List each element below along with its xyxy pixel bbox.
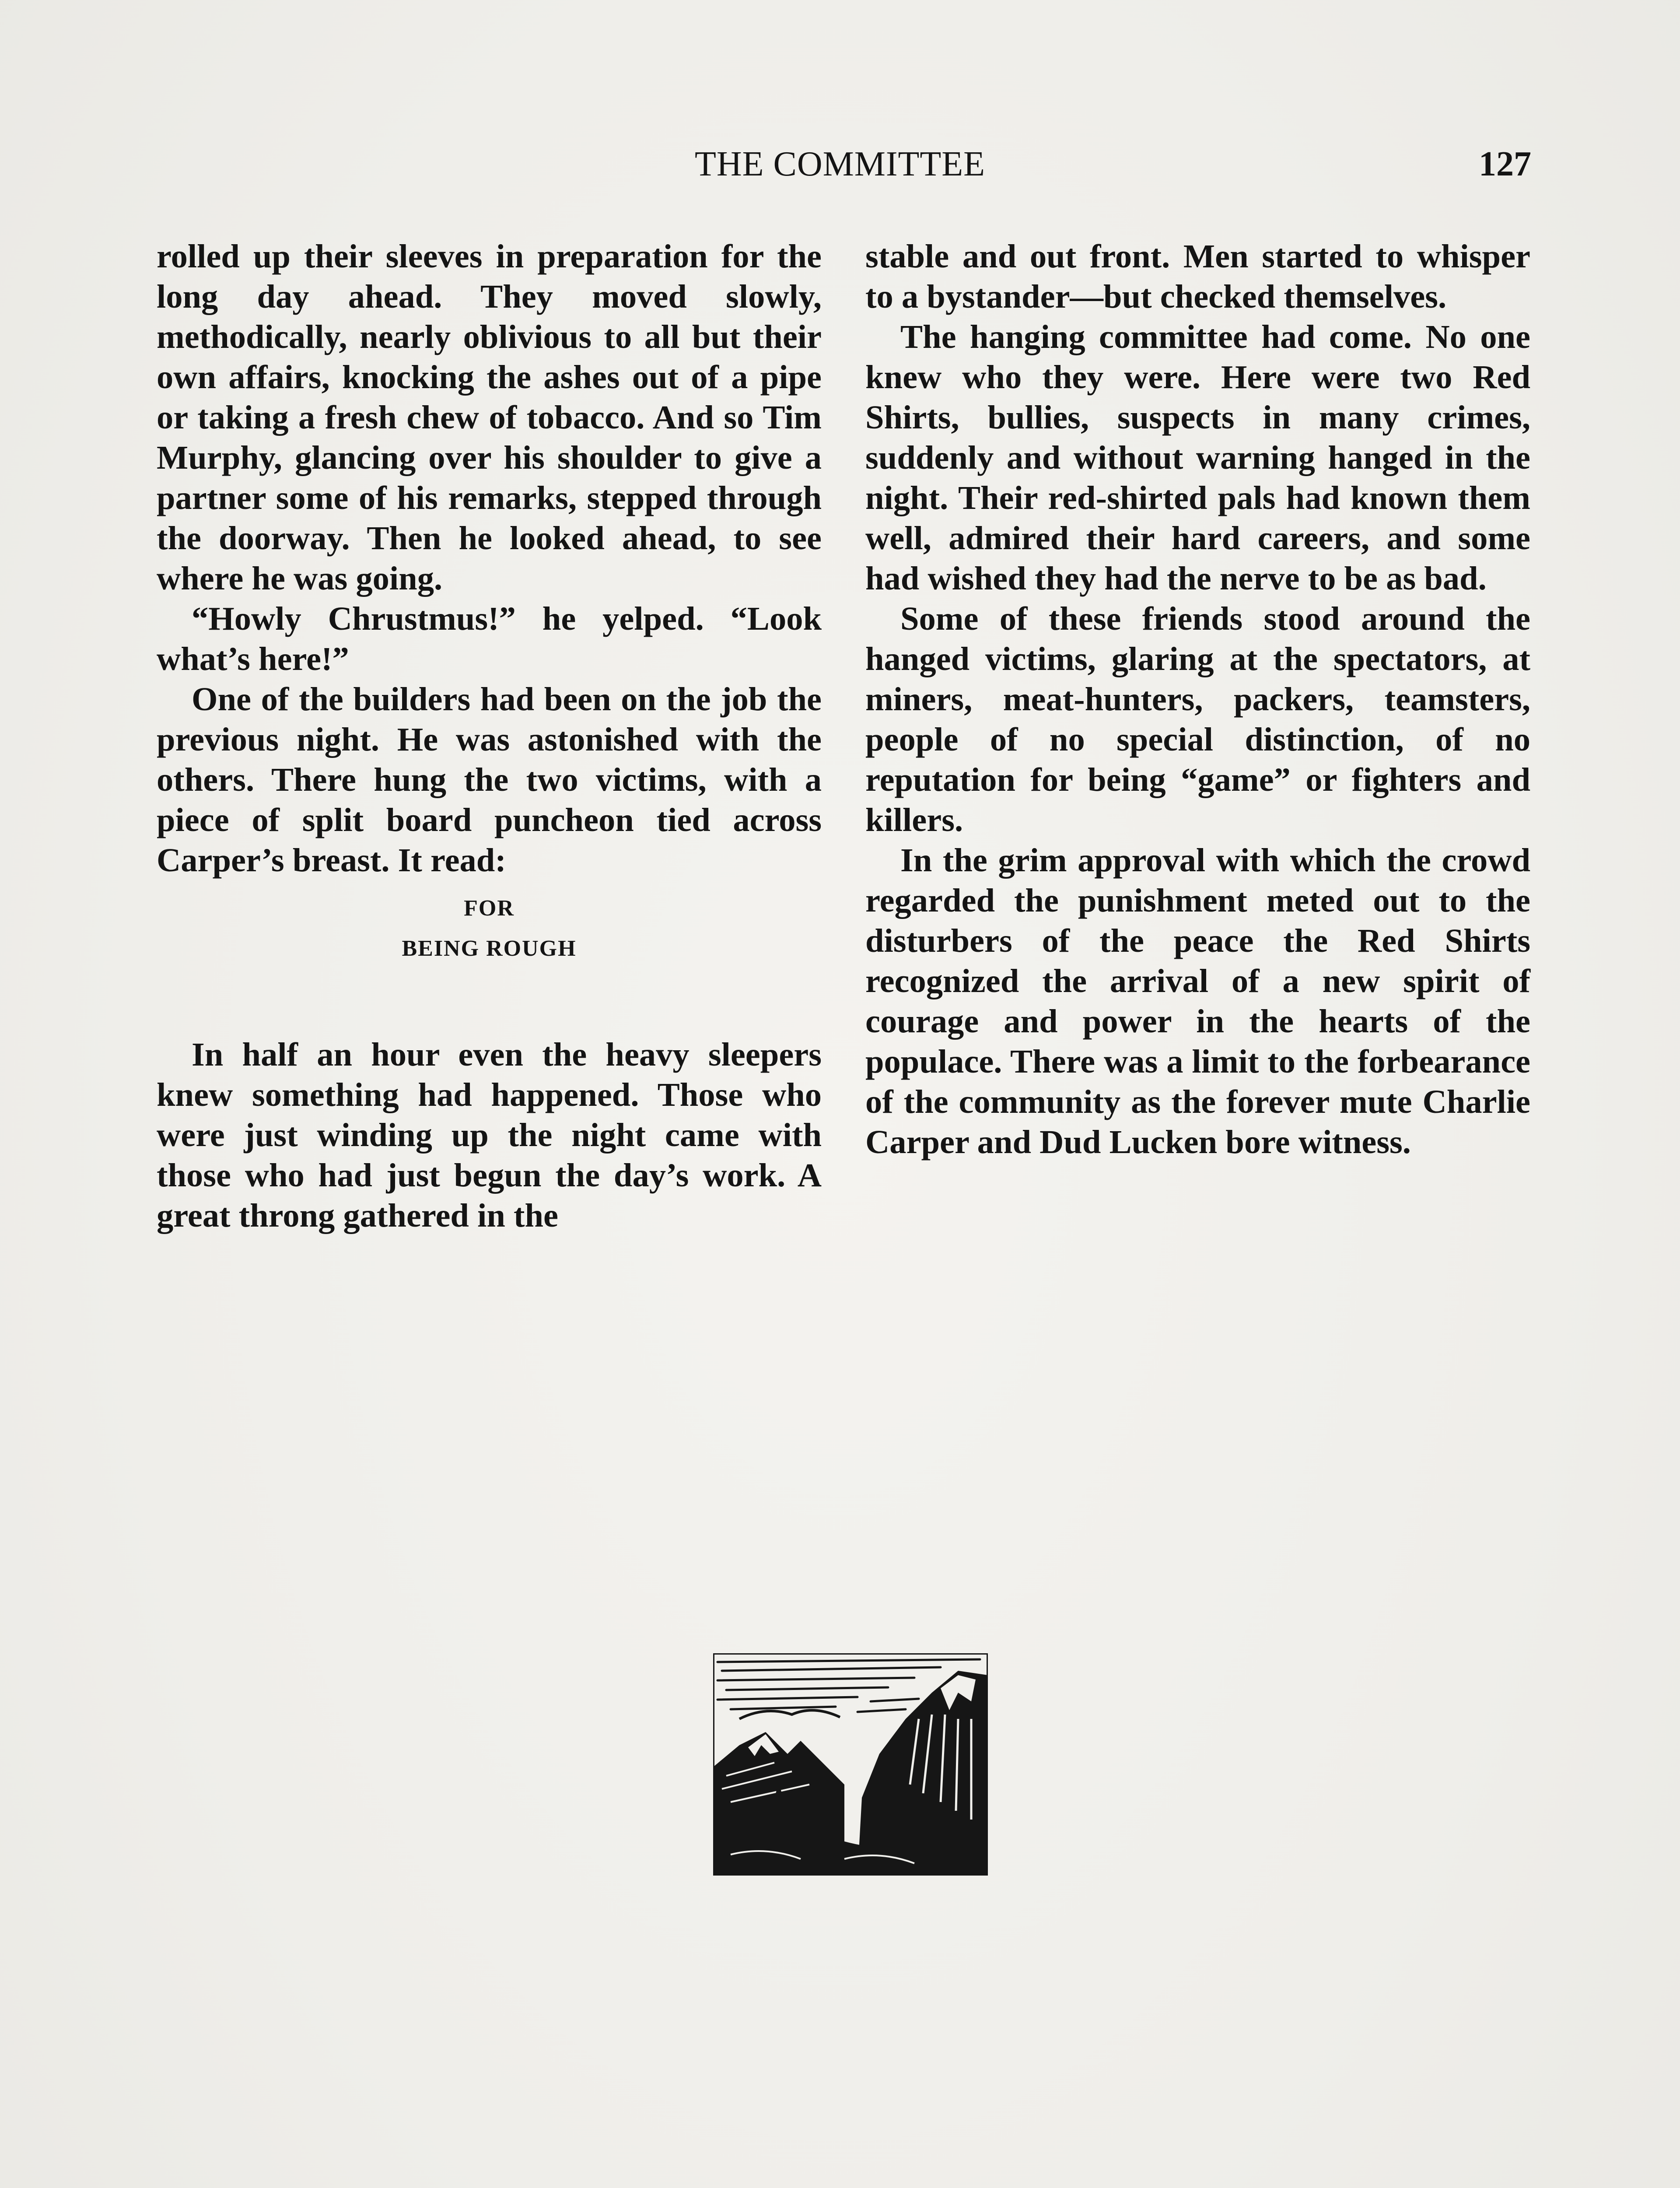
paragraph: rolled up their sleeves in preparation for the long day ahead. They moved slowly, methodically, nearly oblivious to all but their own affairs, knocking the ashes out of a pipe or taking a fresh chew of tobacco. And so Tim Murphy, glancing over his shoulder to give a partner some of his remarks, stepped through the doorway. Then he looked ahead, to see where he was going. bbox=[157, 238, 822, 597]
paragraph: One of the builders had been on the job the previous night. He was astonished with the others. There hung the two victims, with a piece of split board puncheon tied across Carper’s breast. It read: bbox=[157, 680, 822, 879]
paragraph: In the grim approval with which the crowd regarded the punishment meted out to the disturbers of the peace the Red Shirts recognized the arrival of a new spirit of courage and power in the hearts of the populace. There was a limit to the forbearance of the community as the forever mute Charlie Carper and Dud Lucken bore witness. bbox=[865, 842, 1530, 1161]
paragraph: The hanging committee had come. No one knew who they were. Here were two Red Shirts, bullies, suspects in many crimes, suddenly and without warning hanged in the night. Their red-shirted pals had known them well, admired their hard careers, and some had wished they had the nerve to be as bad. bbox=[865, 318, 1530, 597]
running-title: THE COMMITTEE bbox=[694, 145, 985, 183]
mountain-woodcut-vignette bbox=[713, 1653, 988, 1876]
paragraph: stable and out front. Men started to whisper to a bystander—but checked themselves. bbox=[865, 238, 1530, 315]
paragraph: In half an hour even the heavy sleepers knew something had happened. Those who were just winding up the night came with those who had just begun the day’s work. A great throng gathered in the bbox=[157, 1036, 822, 1234]
left-column bbox=[157, 236, 822, 1236]
spacer bbox=[157, 969, 822, 1034]
placard-line: BEING ROUGH bbox=[402, 936, 577, 961]
placard-line: FOR bbox=[464, 896, 514, 921]
paragraph: “Howly Chrustmus!” he yelped. “Look what’s here!” bbox=[157, 600, 822, 677]
page-number: 127 bbox=[1479, 145, 1531, 183]
paragraph: Some of these friends stood around the hanged victims, glaring at the spectators, at miners, meat-hunters, packers, teamsters, people of no special distinction, of no reputation for being “game” or fighters and killers. bbox=[865, 600, 1530, 838]
placard-text bbox=[157, 888, 822, 969]
right-column bbox=[865, 236, 1530, 1162]
